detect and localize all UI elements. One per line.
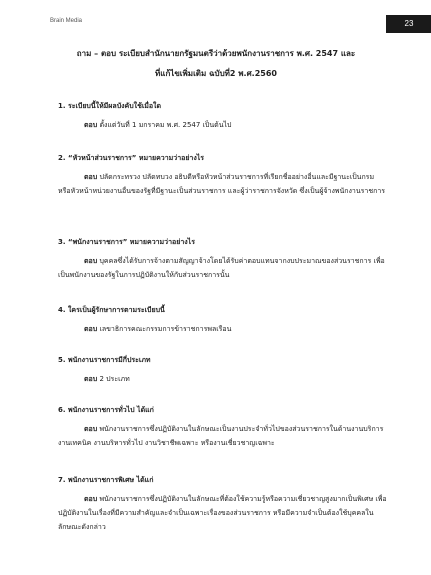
answer-body: ปลัดกระทรวง ปลัดทบวง อธิบดีหรือหัวหน้าส่วนราชการที่เรียกชื่ออย่างอื่นและมีฐานะเป็นกรม หรือหัวหน้าหน่วยงานอื่นของรัฐที่มีฐานะเป็นส่วนราชการ และผู้ว่าราชการจังหวัด ซึ่งเป็นผู้จ้างพนักงานราชการ <box>58 173 386 195</box>
answer-body: 2 ประเภท <box>99 375 130 383</box>
qa-item-2 <box>58 152 388 198</box>
page-number-badge: 23 <box>386 15 431 33</box>
qa-item-6 <box>58 404 388 450</box>
document-title <box>60 44 372 84</box>
answer-label: ตอบ <box>84 425 98 433</box>
question-text: 7. พนักงานราชการพิเศษ ได้แก่ <box>58 476 154 484</box>
qa-item-1 <box>58 100 388 132</box>
question-text: 3. “พนักงานราชการ” หมายความว่าอย่างไร <box>58 238 195 246</box>
answer-label: ตอบ <box>84 495 98 503</box>
answer-body: บุคคลซึ่งได้รับการจ้างตามสัญญาจ้างโดยได้รับค่าตอบแทนจากงบประมาณของส่วนราชการ เพื่อเป็นพนักงานของรัฐในการปฏิบัติงานให้กับส่วนราชการนั้น <box>58 257 385 279</box>
answer-text <box>58 492 388 534</box>
qa-item-4 <box>58 304 388 336</box>
question-text: 5. พนักงานราชการมีกี่ประเภท <box>58 356 151 364</box>
title-line-2: ที่แก้ไขเพิ่มเติม ฉบับที่2 พ.ศ.2560 <box>155 69 277 78</box>
answer-label: ตอบ <box>84 325 98 333</box>
question-text: 4. ใครเป็นผู้รักษาการตามระเบียบนี้ <box>58 306 165 314</box>
answer-body: เลขาธิการคณะกรรมการข้าราชการพลเรือน <box>99 325 232 333</box>
qa-item-5 <box>58 354 388 386</box>
answer-text <box>58 254 388 282</box>
answer-text <box>58 118 388 132</box>
qa-item-7 <box>58 474 388 534</box>
answer-text <box>58 372 388 386</box>
answer-label: ตอบ <box>84 375 98 383</box>
question-text: 1. ระเบียบนี้ให้มีผลบังคับใช้เมื่อใด <box>58 102 162 110</box>
answer-text <box>58 170 388 198</box>
answer-body: ตั้งแต่วันที่ 1 มกราคม พ.ศ. 2547 เป็นต้นไป <box>99 121 232 129</box>
question-text: 2. “หัวหน้าส่วนราชการ” หมายความว่าอย่างไร <box>58 154 205 162</box>
question-text: 6. พนักงานราชการทั่วไป ได้แก่ <box>58 406 154 414</box>
answer-label: ตอบ <box>84 121 98 129</box>
header-brand: Brain Media <box>50 18 83 24</box>
answer-text <box>58 322 388 336</box>
answer-label: ตอบ <box>84 173 98 181</box>
answer-label: ตอบ <box>84 257 98 265</box>
answer-body: พนักงานราชการซึ่งปฏิบัติงานในลักษณะเป็นงานประจำทั่วไปของส่วนราชการในด้านงานบริการ งานเทคนิค งานบริหารทั่วไป งานวิชาชีพเฉพาะ หรืองานเชี่ยวชาญเฉพาะ <box>58 425 384 447</box>
title-line-1: ถาม – ตอบ ระเบียบสำนักนายกรัฐมนตรีว่าด้วยพนักงานราชการ พ.ศ. 2547 และ <box>76 49 356 58</box>
qa-item-3 <box>58 236 388 282</box>
answer-body: พนักงานราชการซึ่งปฏิบัติงานในลักษณะที่ต้องใช้ความรู้หรือความเชี่ยวชาญสูงมากเป็นพิเศษ เพื่อปฏิบัติงานในเรื่องที่มีความสำคัญและจำเป็นเฉพาะเรื่องของส่วนราชการ หรือมีความจำเป็นต้องใช้บุคคลในลักษณะดังกล่าว <box>58 495 387 531</box>
answer-text <box>58 422 388 450</box>
